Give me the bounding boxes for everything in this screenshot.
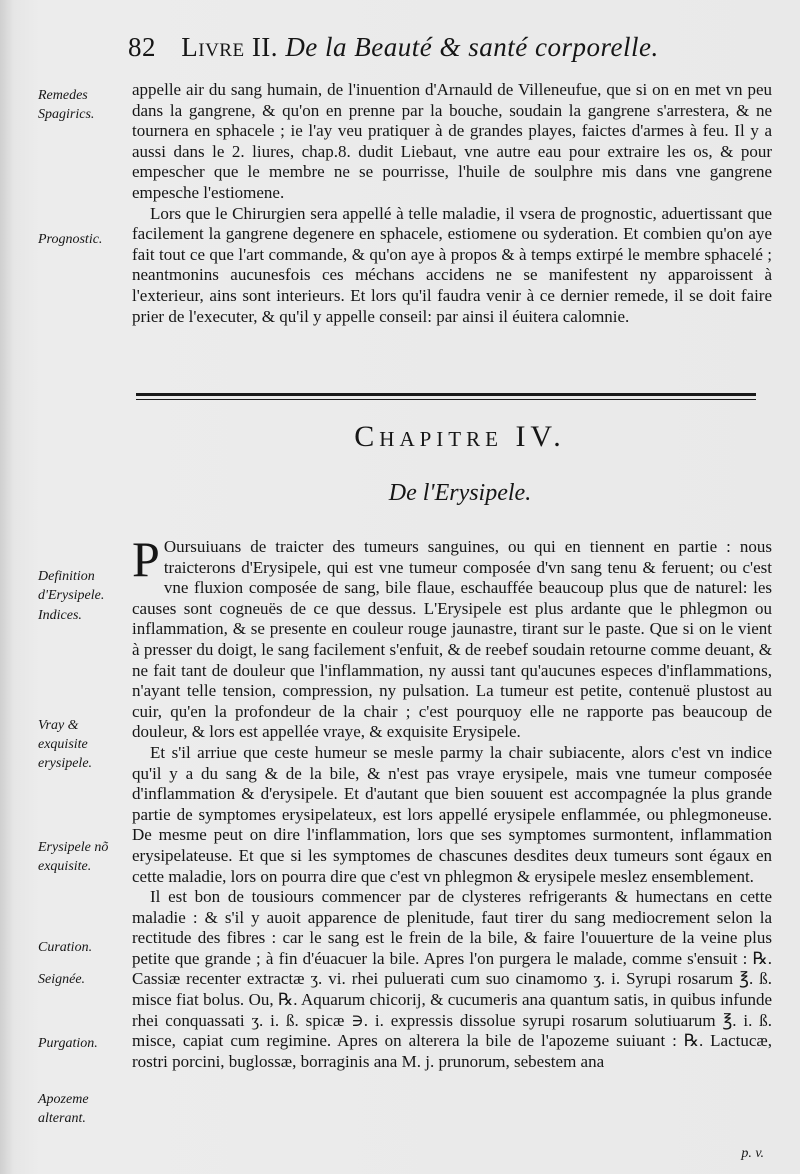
margin-note-seignee: Seignée. <box>38 972 86 987</box>
section-erysipele <box>132 531 772 1072</box>
paragraph: Et s'il arriue que ceste humeur se mesle parmy la chair subiacente, alors c'est vn indice qu'il y a du sang & de la bile, & n'est pas vraye erysipele, mais vne tumeur composée d'inflammation & d'erysipele. Et d'autant que bien souuent est accompagnée la plus grande partie de symptomes erysipelateux, est lors appellé erysipele enflammée, ou phlegmoneuse. De mesme peut on dire l'inflammation, lors que ses symptomes surmontent, inflammation erysipelateuse. Et que si les symptomes de chascunes desdites deux tumeurs sont égaux en cette maladie, lors on pourra dire que c'est vn phlegmon & erysipele meslez ensemblement. <box>132 742 772 886</box>
drop-cap: P <box>132 531 160 587</box>
margin-note-apozeme: Apozeme alterant. <box>38 1092 89 1126</box>
margin-note-definition: Definition d'Erysipele. <box>38 569 105 603</box>
margin-note-remedes: Remedes Spagirics. <box>38 88 95 122</box>
running-title: De la Beauté & santé corporelle. <box>285 32 659 62</box>
paragraph: Il est bon de tousiours commencer par de clysteres refrigerants & humectans en cette maladie : & s'il y auoit apparence de plenitude, faut tirer du sang mediocrement selon la rectitude des fibres : car le sang est le frein de la bile, & faire l'ouuerture de la veine plus petite que grande ; à fin d'éuacuer la bile. Apres l'on purgera le malade, comme s'ensuit : ℞. Cassiæ recenter extractæ ʒ. vi. rhei puluerati cum suo cinamomo ʒ. i. Syrupi rosarum ℥. ß. misce fiat bolus. Ou, ℞. Aquarum chicorij, & cucumeris ana quantum satis, in quibus infunde rhei conquassati ʒ. i. ß. spicæ ∋. i. expressis dissolue syrupi rosarum solutiuarum ℥. i. ß. misce, capiat cum regimine. Apres on alterera la bile de l'apozeme suiuant : ℞. Lactucæ, rostri porcini, buglossæ, borraginis ana M. j. prunorum, sebestem ana <box>132 887 772 1071</box>
margin-note-purgation: Purgation. <box>38 1036 98 1051</box>
margin-note-vray: Vray & exquisite erysipele. <box>38 718 93 771</box>
page-number: 82 <box>128 32 156 62</box>
margin-note-non-exquisite: Erysipele nõ exquisite. <box>38 840 109 874</box>
paragraph <box>132 531 772 743</box>
running-header <box>128 32 786 72</box>
section-gangrene <box>132 80 772 327</box>
paragraph: appelle air du sang humain, de l'inuention d'Arnauld de Villeneufue, que si on en met vn peu dans la gangrene, & qu'on en prenne par la bouche, soudain la gangrene s'arrestera, & ne tournera en sphacele ; ie l'ay veu pratiquer à de grandes playes, faictes d'armes à feu. Il y a aussi dans le 2. liures, chap.8. dudit Liebaut, vne autre eau pour extraire les os, & pour empescher que le membre ne se pourrisse, l'huile de soulphre mis dans vne gangrene empesche l'estiomene. <box>132 80 772 202</box>
paragraph-text: Oursuiuans de traicter des tumeurs sanguines, ou qui en tiennent en partie : nous traicterons d'Erysipele, qui est vne tumeur composée d'vn sang tenu & feruent; ou c'est vne fluxion composée de sang, bile flaue, eschauffée beaucoup plus que de naturel: les causes sont cogneuës de ce que dessus. L'Erysipele est plus ardante que le phlegmon ou inflammation, & se presente en couleur rouge jaunastre, tirant sur le paste. Que si on le vient à presser du doigt, le sang facilement s'enfuit, & de reebef soudain retourne comme deuant, & ne fait tant de douleur que l'inflammation, ny aussi tant qu'aucunes especes d'inflammations, n'ayant telle tension, compression, ny pulsation. La tumeur est petite, contenuë plustost au cuir, qu'en la profondeur de la chair ; c'est pourquoy elle ne rapporte pas beaucoup de douleur, & lors est appellée vraye, & exquisite Erysipele. <box>132 537 772 742</box>
paragraph: Lors que le Chirurgien sera appellé à telle maladie, il vsera de prognostic, aduertissant que facilement la gangrene degenere en sphacele, estiomene ou syderation. Et combien qu'on aye fait tout ce que l'art commande, & qu'on aye à propos & à temps extirpé le membre sphacelé ; neantmonins aucunesfois ces méchans accidens ne se manifestent ny apparoissent à l'exterieur, ains sont interieurs. Et lors qu'il faudra venir à ce dernier remede, il se doit faire prier de l'executer, & qu'il y appelle conseil: par ainsi il éuitera calomnie. <box>132 203 772 326</box>
chapter-divider <box>136 393 756 400</box>
margin-note-indices: Indices. <box>38 608 82 623</box>
margin-note-prognostic: Prognostic. <box>38 232 103 247</box>
chapter-subtitle: De l'Erysipele. <box>388 480 532 506</box>
chapter-title: Chapitre IV. <box>354 420 566 453</box>
catchword: p. v. <box>741 1146 764 1161</box>
margin-note-curation: Curation. <box>38 940 93 955</box>
book-number: Livre II. <box>181 32 279 62</box>
